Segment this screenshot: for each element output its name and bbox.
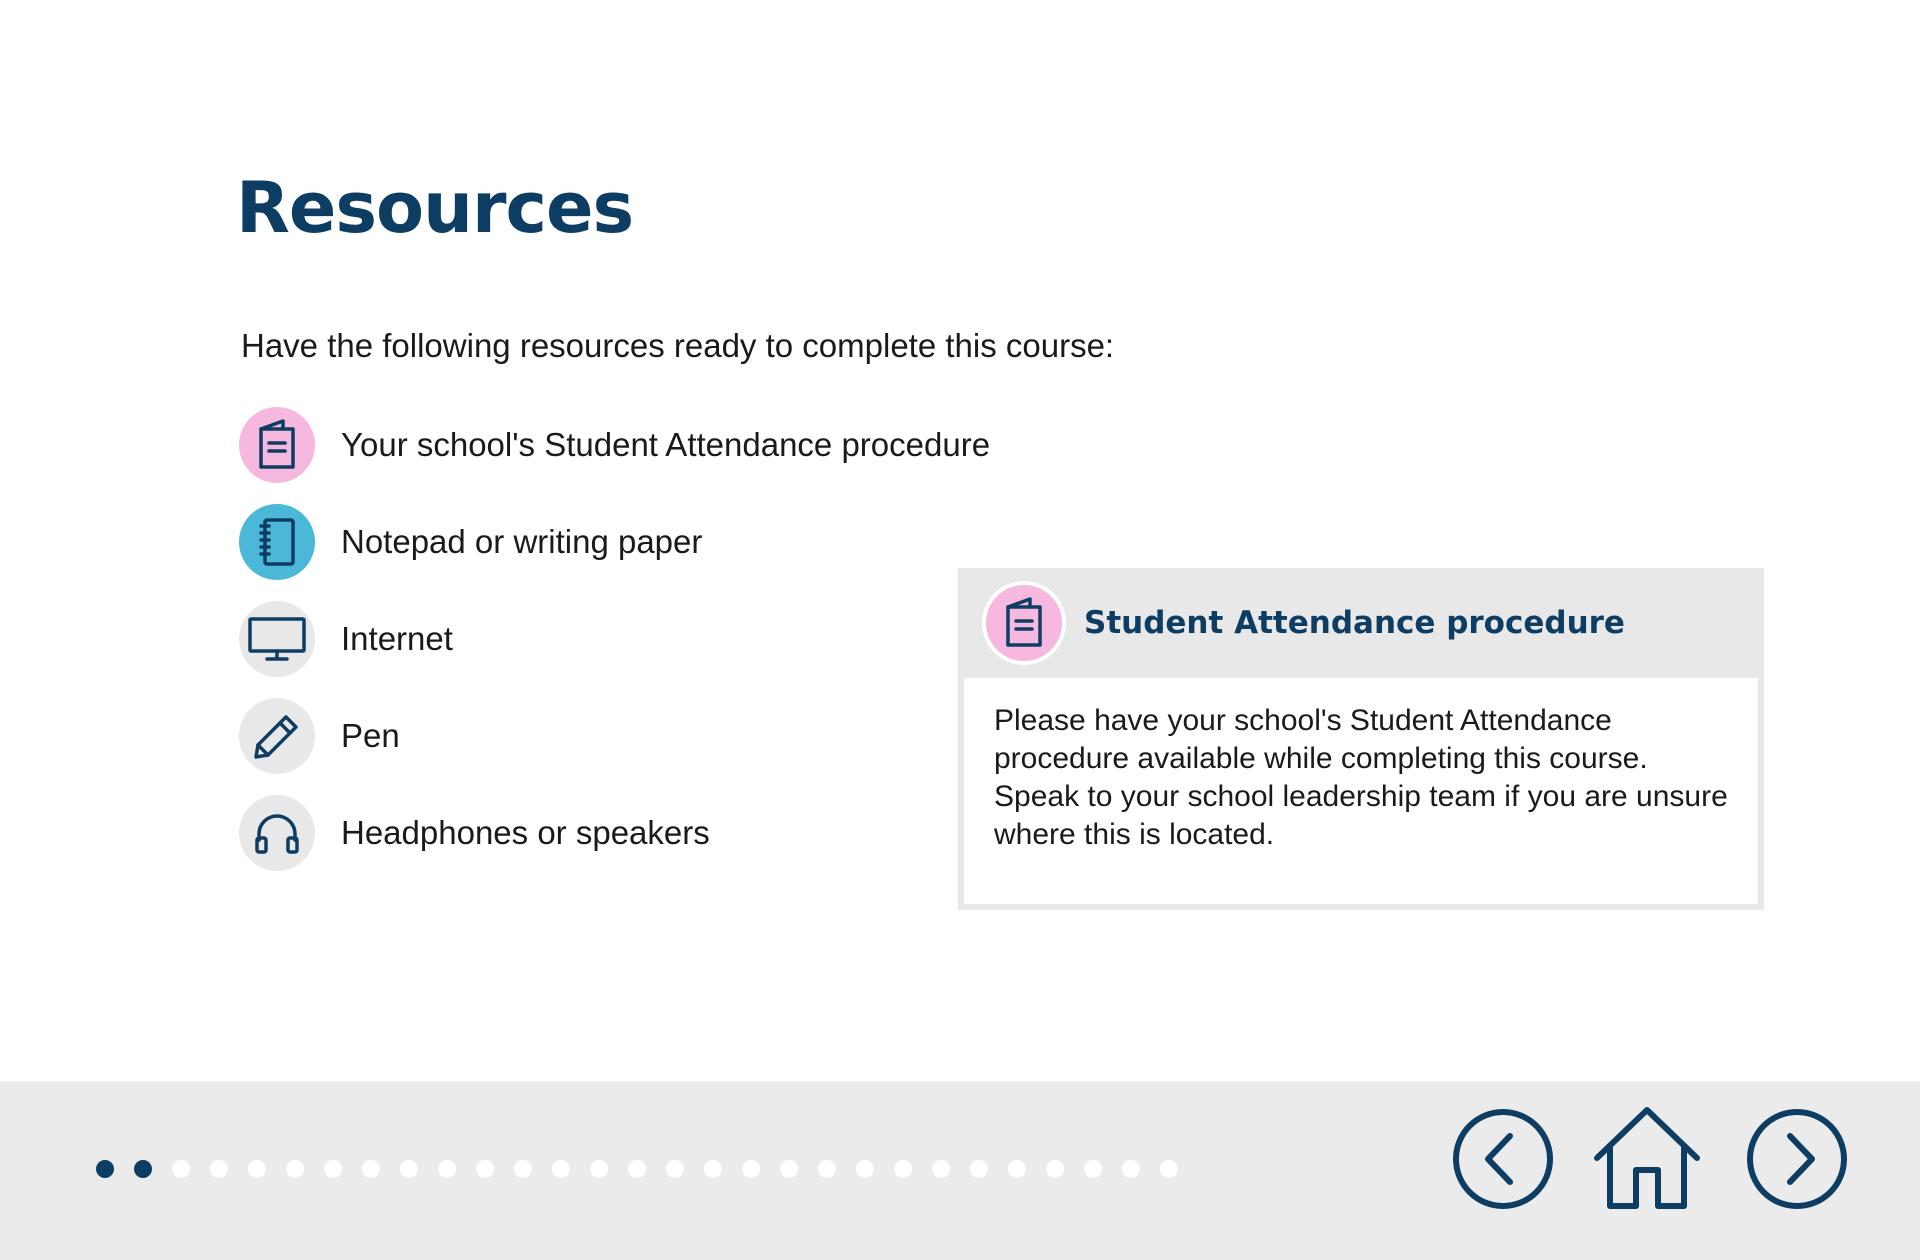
- next-button[interactable]: [1744, 1106, 1850, 1212]
- callout-panel: [958, 568, 1764, 910]
- progress-dot: [1008, 1160, 1026, 1178]
- progress-dot: [438, 1160, 456, 1178]
- home-icon: [1592, 1106, 1702, 1212]
- document-icon: [239, 407, 315, 483]
- resource-item-internet: [239, 590, 990, 687]
- resource-label: Pen: [341, 716, 400, 754]
- progress-dot: [286, 1160, 304, 1178]
- progress-dot: [96, 1160, 114, 1178]
- callout-header: [958, 568, 1764, 678]
- progress-dot: [248, 1160, 266, 1178]
- resource-label: Internet: [341, 619, 453, 657]
- resource-list: [239, 396, 990, 881]
- progress-dot: [210, 1160, 228, 1178]
- progress-dot: [1046, 1160, 1064, 1178]
- resource-label: Headphones or speakers: [341, 813, 710, 851]
- pen-icon: [239, 698, 315, 774]
- chevron-left-icon: [1450, 1106, 1556, 1212]
- progress-dot: [742, 1160, 760, 1178]
- progress-dot: [514, 1160, 532, 1178]
- progress-dot: [1122, 1160, 1140, 1178]
- progress-dot: [818, 1160, 836, 1178]
- progress-dot: [476, 1160, 494, 1178]
- intro-text: Have the following resources ready to complete this course:: [241, 327, 1115, 364]
- progress-dot: [1084, 1160, 1102, 1178]
- progress-dot: [362, 1160, 380, 1178]
- progress-dot: [970, 1160, 988, 1178]
- callout-body: Please have your school's Student Attendance procedure available while completing this course. Speak to your school leadership team if you are unsure where this is located.: [964, 678, 1758, 904]
- resource-label: Your school's Student Attendance procedure: [341, 425, 991, 463]
- resource-item-headphones: [239, 784, 990, 881]
- home-button[interactable]: [1592, 1106, 1698, 1212]
- headphones-icon: [239, 795, 315, 871]
- progress-dot: [780, 1160, 798, 1178]
- resource-item-pen: [239, 687, 990, 784]
- resource-item-notepad: [239, 493, 990, 590]
- resource-label: Notepad or writing paper: [341, 522, 703, 560]
- progress-dot: [666, 1160, 684, 1178]
- progress-dot: [590, 1160, 608, 1178]
- chevron-right-icon: [1744, 1106, 1850, 1212]
- notepad-icon: [239, 504, 315, 580]
- progress-dot: [552, 1160, 570, 1178]
- progress-dot: [628, 1160, 646, 1178]
- progress-dot: [856, 1160, 874, 1178]
- progress-dot: [1160, 1160, 1178, 1178]
- resource-item-attendance-procedure: [239, 396, 990, 493]
- progress-dot: [324, 1160, 342, 1178]
- progress-dot: [894, 1160, 912, 1178]
- callout-title: Student Attendance procedure: [1084, 605, 1625, 641]
- progress-dot: [400, 1160, 418, 1178]
- document-icon: [982, 581, 1066, 665]
- progress-dot: [704, 1160, 722, 1178]
- progress-dot: [134, 1160, 152, 1178]
- progress-dot: [172, 1160, 190, 1178]
- progress-dots: [96, 1160, 1198, 1178]
- back-button[interactable]: [1450, 1106, 1556, 1212]
- page-title: Resources: [236, 167, 634, 249]
- monitor-icon: [239, 601, 315, 677]
- progress-dot: [932, 1160, 950, 1178]
